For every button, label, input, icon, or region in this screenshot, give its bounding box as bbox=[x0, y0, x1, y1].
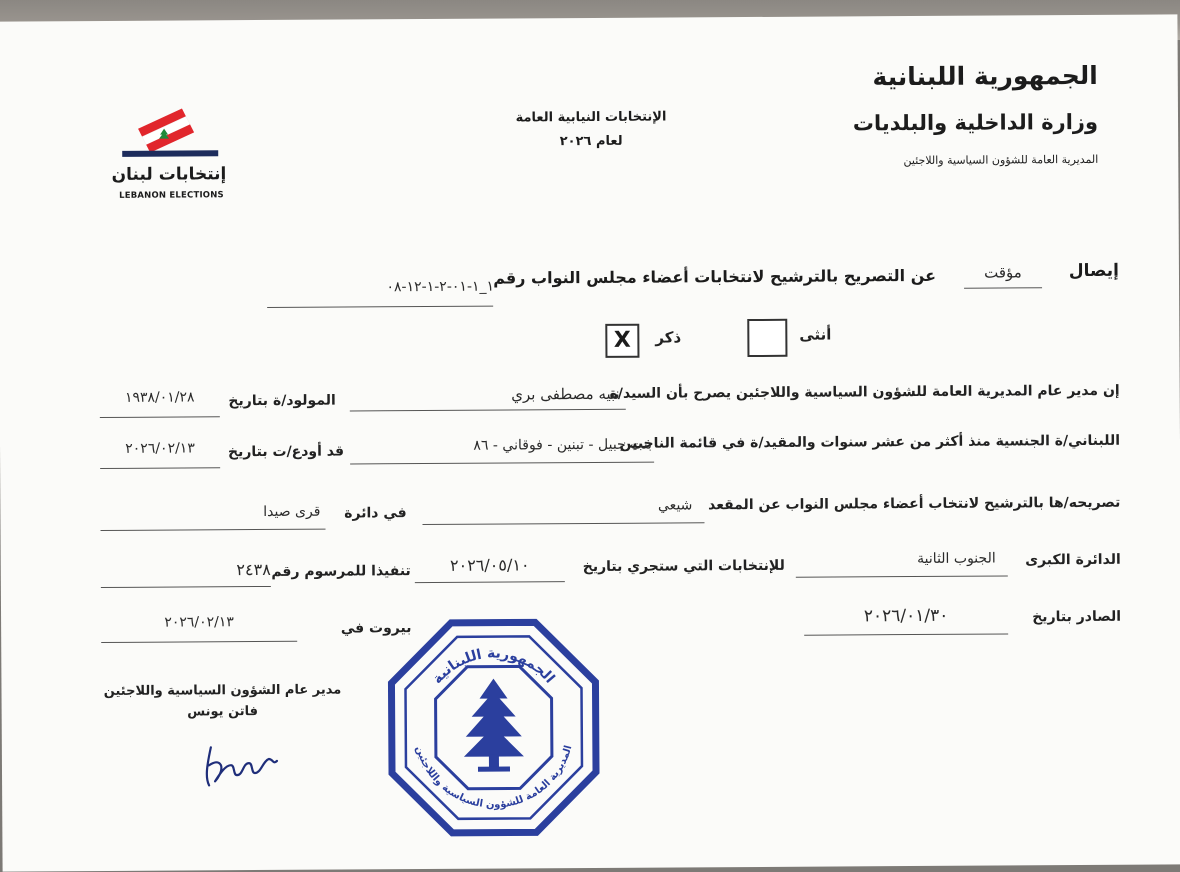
seat-line bbox=[422, 522, 704, 525]
voter-registry: بنت جبيل - تبنين - فوقاني - ٨٦ bbox=[473, 436, 653, 454]
receipt-number-line bbox=[267, 306, 493, 308]
receipt-type-value: مؤقت bbox=[984, 263, 1022, 282]
deposit-date: ٢٠٢٦/٠٢/١٣ bbox=[125, 440, 195, 457]
candidacy-text: تصريحه/ها بالترشيح لانتخاب أعضاء مجلس النواب عن المقعد bbox=[708, 494, 1121, 514]
republic-title: الجمهورية اللبنانية bbox=[872, 60, 1098, 92]
issued-date: ٢٠٢٦/٠١/٣٠ bbox=[863, 605, 949, 627]
district-line bbox=[101, 529, 326, 531]
district-value: قرى صيدا bbox=[263, 503, 321, 520]
decree-number: ٢٤٣٨ bbox=[236, 559, 271, 580]
birth-date-line bbox=[100, 416, 220, 418]
logo-arabic-text: إنتخابات لبنان bbox=[111, 164, 227, 185]
candidate-name: نبيه مصطفى بري bbox=[511, 384, 620, 404]
stamp-top-text: الجمهورية اللبنانية bbox=[429, 645, 558, 688]
male-label: ذكر bbox=[655, 328, 682, 347]
issued-date-label: الصادر بتاريخ bbox=[1032, 608, 1122, 626]
ministry-title: وزارة الداخلية والبلديات bbox=[852, 109, 1099, 136]
receipt-number: ١_١-٠١-٢-١-١٢-٠٨ bbox=[386, 278, 495, 296]
deposit-date-line bbox=[100, 467, 220, 469]
female-label: أنثى bbox=[799, 325, 832, 344]
district-label: في دائرة bbox=[344, 505, 407, 522]
deposit-date-label: قد أودع/ت بتاريخ bbox=[227, 443, 345, 461]
birth-date: ١٩٣٨/٠١/٢٨ bbox=[124, 389, 195, 406]
voter-registry-line bbox=[350, 462, 654, 465]
seat-value: شيعي bbox=[657, 497, 693, 514]
official-stamp bbox=[383, 616, 604, 839]
stamp-ring-text: المديرية العامة للشؤون السياسية واللاجئين bbox=[413, 744, 575, 811]
birth-date-label: المولود/ة بتاريخ bbox=[228, 392, 336, 410]
candidate-name-line bbox=[350, 409, 626, 412]
directorate-title: المديرية العامة للشؤون السياسية واللاجئين bbox=[903, 152, 1099, 168]
major-district-value: الجنوب الثانية bbox=[917, 550, 996, 568]
major-district-line bbox=[796, 575, 1008, 577]
signatory-title: مدير عام الشؤون السياسية واللاجئين bbox=[103, 682, 342, 699]
ballot-flag-icon bbox=[116, 98, 226, 169]
lebanon-elections-logo bbox=[111, 98, 227, 204]
declaration-text: إن مدير عام المديرية العامة للشؤون السياسية واللاجئين يصرح بأن السيد/ة bbox=[609, 382, 1120, 402]
signing-date-line bbox=[101, 641, 297, 643]
signing-date: ٢٠٢٦/٠٢/١٣ bbox=[164, 614, 234, 631]
female-checkbox[interactable] bbox=[747, 319, 787, 357]
logo-english-text: LEBANON ELECTIONS bbox=[119, 190, 224, 201]
cedar-icon bbox=[463, 678, 524, 771]
handwritten-signature bbox=[197, 735, 287, 796]
receipt-type-line bbox=[964, 287, 1042, 288]
major-district-label: الدائرة الكبرى bbox=[1025, 551, 1121, 569]
election-date-label: للإنتخابات التي ستجري بتاريخ bbox=[582, 557, 785, 576]
elections-title: الإنتخابات النيابية العامة bbox=[515, 109, 667, 126]
election-date-line bbox=[415, 581, 565, 583]
elections-year: لعام ٢٠٢٦ bbox=[559, 133, 623, 150]
receipt-title: عن التصريح بالترشيح لانتخابات أعضاء مجلس النواب رقم bbox=[493, 265, 937, 288]
receipt-document bbox=[0, 14, 1180, 871]
receipt-label: إيصال bbox=[1068, 260, 1120, 282]
signatory-name: فاتن يونس bbox=[187, 704, 259, 720]
issued-date-line bbox=[804, 633, 1008, 635]
beirut-label: بيروت في bbox=[340, 620, 412, 637]
election-date: ٢٠٢٦/٠٥/١٠ bbox=[449, 555, 530, 575]
nationality-text: اللبناني/ة الجنسية منذ أكثر من عشر سنوات والمقيد/ة في قائمة الناخبين bbox=[619, 432, 1121, 452]
male-checkbox[interactable]: X bbox=[605, 324, 639, 358]
decree-label: تنفيذا للمرسوم رقم bbox=[271, 563, 411, 580]
decree-line bbox=[101, 586, 271, 588]
